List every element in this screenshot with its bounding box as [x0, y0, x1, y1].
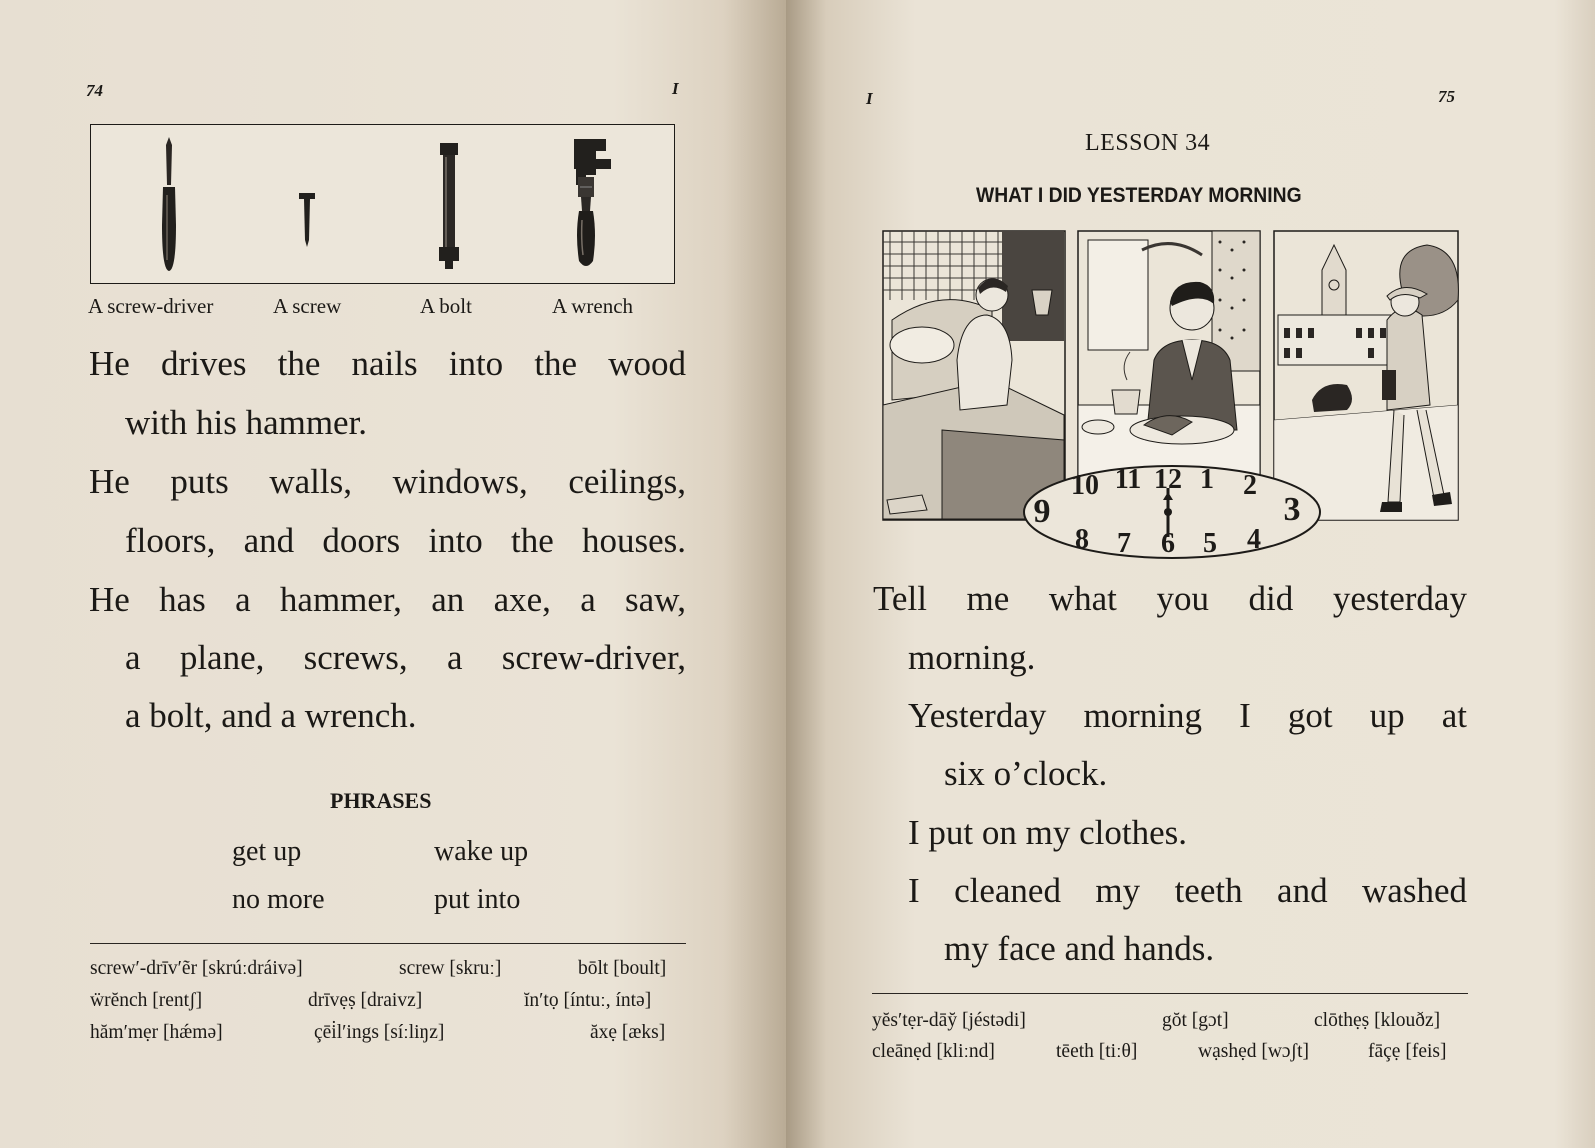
word: the	[534, 344, 578, 383]
word: screws,	[303, 638, 408, 677]
word: He	[89, 580, 130, 619]
word: me	[966, 579, 1010, 618]
glossary-entry: gŏt [gɔt]	[1162, 1010, 1229, 1031]
glossary-entry: ẅrĕnch [rentʃ]	[90, 990, 203, 1011]
word: screw-driver,	[501, 638, 686, 677]
clock-numeral: 11	[1114, 464, 1142, 495]
word: a	[580, 580, 596, 619]
word: and	[1277, 871, 1328, 910]
clock-numeral: 7	[1117, 528, 1131, 559]
lesson-subtitle: WHAT I DID YESTERDAY MORNING	[976, 184, 1302, 207]
body-line: I put on my clothes.	[908, 813, 1187, 852]
word: nails	[351, 344, 418, 383]
word: what	[1048, 579, 1117, 618]
clock-numeral: 4	[1247, 524, 1261, 555]
glossary-entry: tēeth [tiːθ]	[1056, 1041, 1138, 1062]
glossary-entry: fāçẹ [feis]	[1368, 1041, 1447, 1062]
word: up	[1369, 696, 1405, 735]
word: wood	[608, 344, 686, 383]
clock-icon	[1024, 464, 1320, 559]
body-line: six o’clock.	[944, 754, 1108, 793]
word: the	[511, 521, 554, 560]
body-line	[873, 579, 1467, 619]
phrase-item: get up	[232, 836, 302, 867]
glossary-entry: ăxẹ [æks]	[590, 1022, 666, 1043]
glossary-entry: wạshẹd [wɔʃt]	[1198, 1041, 1309, 1062]
glossary-divider	[90, 943, 686, 944]
screwdriver-icon	[162, 137, 176, 271]
word: yesterday	[1332, 579, 1467, 618]
body-line	[125, 638, 686, 678]
word: an	[431, 580, 465, 619]
body-line	[908, 871, 1467, 911]
page-number-left: 74	[86, 81, 103, 100]
body-line: with his hammer.	[125, 403, 368, 442]
bolt-icon	[439, 143, 459, 269]
glossary-entry: clōthẹṣ [klouðz]	[1314, 1010, 1441, 1031]
glossary-entry: yĕs′tẹr-dāy̆ [jéstədi]	[872, 1010, 1026, 1031]
glossary-entry: bōlt [boult]	[578, 958, 667, 979]
clock-numeral: 1	[1200, 464, 1214, 495]
body-line: my face and hands.	[944, 929, 1215, 968]
clock-numeral: 10	[1071, 470, 1099, 501]
word: He	[89, 344, 130, 383]
walking-panel	[1274, 231, 1458, 520]
word: at	[1441, 696, 1467, 735]
wrench-icon	[574, 139, 611, 266]
header-mark-left: I	[672, 79, 679, 98]
word: Tell	[873, 579, 927, 618]
word: hammer,	[279, 580, 402, 619]
right-page	[786, 0, 1595, 1148]
word: puts	[170, 462, 229, 501]
word: a	[235, 580, 251, 619]
glossary-entry: screw [skruː]	[399, 958, 502, 979]
word: has	[159, 580, 206, 619]
word: houses.	[581, 521, 686, 560]
word: got	[1287, 696, 1333, 735]
word: you	[1156, 579, 1209, 618]
word: a	[125, 638, 141, 677]
word: doors	[322, 521, 401, 560]
body-line: a bolt, and a wrench.	[125, 696, 417, 735]
word: and	[243, 521, 295, 560]
word: washed	[1362, 871, 1467, 910]
glossary-entry: drīvẹṣ [draivz]	[308, 990, 423, 1011]
lesson-title: LESSON 34	[1085, 130, 1211, 156]
clock-numeral: 12	[1154, 464, 1182, 495]
word: windows,	[392, 462, 528, 501]
body-line	[89, 580, 686, 620]
glossary-entry: hăm′mẹr [hǽmə]	[90, 1022, 223, 1043]
tools-illustration	[90, 124, 675, 284]
word: my	[1095, 871, 1141, 910]
word: walls,	[269, 462, 352, 501]
clock-numeral: 8	[1075, 524, 1089, 555]
word: Yesterday	[908, 696, 1047, 735]
word: into	[428, 521, 483, 560]
clock-numeral: 2	[1243, 470, 1257, 501]
body-line	[908, 696, 1467, 736]
clock-numeral: 3	[1283, 491, 1301, 528]
word: ceilings,	[568, 462, 686, 501]
word: I	[908, 871, 920, 910]
word: drives	[160, 344, 247, 383]
word: morning	[1083, 696, 1203, 735]
left-page	[0, 0, 786, 1148]
clock-numeral: 5	[1203, 528, 1217, 559]
tool-caption-bolt: A bolt	[420, 294, 472, 318]
word: axe,	[493, 580, 551, 619]
phrase-item: wake up	[434, 836, 529, 867]
word: did	[1248, 579, 1294, 618]
glossary-divider	[872, 993, 1468, 994]
body-line	[125, 521, 686, 561]
word: floors,	[125, 521, 216, 560]
glossary-entry: cleānẹd [kliːnd]	[872, 1041, 995, 1062]
word: saw,	[625, 580, 686, 619]
phrases-heading: PHRASES	[330, 788, 432, 813]
waking-panel	[883, 231, 1065, 520]
glossary-entry: ĭn′tọ [íntuː, íntə]	[524, 990, 652, 1011]
word: He	[89, 462, 130, 501]
tool-caption-wrench: A wrench	[552, 294, 634, 318]
body-line	[89, 462, 686, 502]
body-line	[89, 344, 686, 384]
word: cleaned	[954, 871, 1061, 910]
body-line: morning.	[908, 638, 1036, 677]
word: teeth	[1174, 871, 1243, 910]
page-number-right: 75	[1438, 87, 1455, 106]
word: a	[446, 638, 463, 677]
glossary-entry: screw′-drīv′ẽr [skrúːdráivə]	[90, 958, 303, 979]
header-mark-right: I	[866, 89, 873, 108]
word: plane,	[179, 638, 265, 677]
phrase-item: no more	[232, 884, 325, 915]
tool-caption-screwdriver: A screw-driver	[88, 294, 214, 318]
morning-illustration	[882, 230, 1462, 560]
phrase-item: put into	[434, 884, 521, 915]
word: the	[277, 344, 321, 383]
clock-numeral: 6	[1161, 528, 1175, 559]
clock-numeral: 9	[1033, 493, 1051, 530]
screw-icon	[299, 193, 315, 247]
glossary-entry: çēi̇l′ings [síːliŋz]	[314, 1022, 445, 1043]
word: I	[1239, 696, 1251, 735]
tool-caption-screw: A screw	[273, 294, 342, 318]
word: into	[448, 344, 504, 383]
